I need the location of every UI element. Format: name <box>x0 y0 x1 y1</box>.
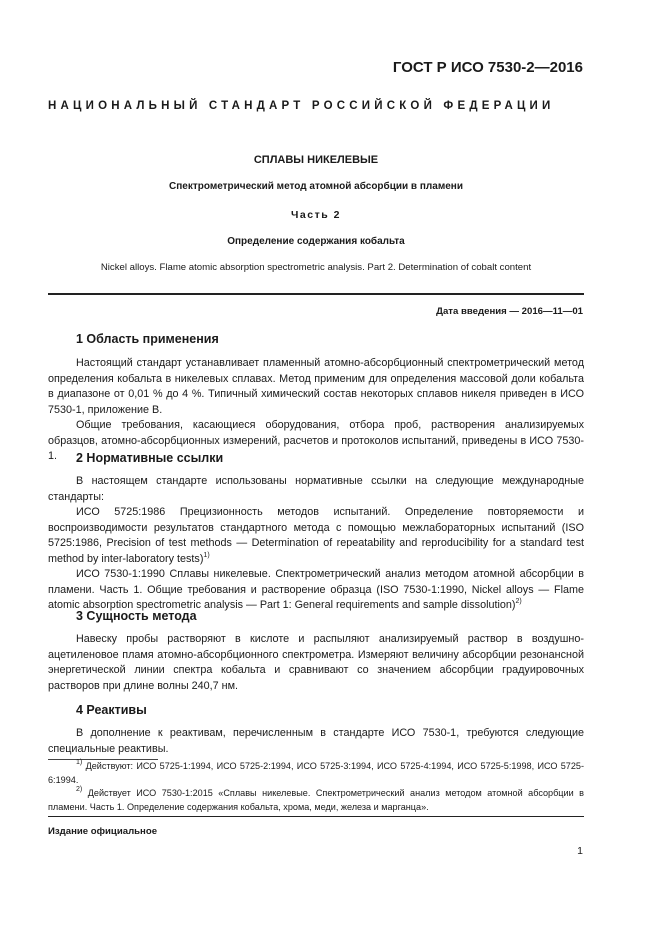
part-title: Определение содержания кобальта <box>227 236 405 247</box>
official-edition-label: Издание официальное <box>48 826 158 837</box>
footnote-1: $^{1)}$ Действуют: ИСО 5725-1:1994, ИСО 5725-2:1994, ИСО 5725-3:1994, ИСО 5725-4:1994, ИСО 5725-5:1998, ИСО 5725-6:1994. <box>48 759 584 785</box>
footer-divider <box>48 816 584 817</box>
section-2-body <box>48 474 584 614</box>
section-3-body <box>48 632 584 694</box>
footnotes <box>48 760 584 814</box>
document-subtitle: Спектрометрический метод атомной абсорбции в пламени <box>169 181 463 192</box>
section-1-body <box>48 356 584 465</box>
english-title: Nickel alloys. Flame atomic absorption spectrometric analysis. Part 2. Determination of cobalt content <box>100 262 532 273</box>
footnote-ref-1: 1) <box>203 551 210 559</box>
page-number: 1 <box>577 845 583 857</box>
introduction-date: Дата введения — 2016—11—01 <box>436 306 583 317</box>
standard-code: ГОСТ Р ИСО 7530-2—2016 <box>392 59 583 76</box>
section-1-paragraph: Общие требования, касающиеся оборудования, отбора проб, растворения анализируемых образцов, атомно-абсорбционных измерений, расчетов и протоколов испытаний, приведены в ИСО 7530-1. <box>48 419 584 462</box>
part-number: Часть 2 <box>291 209 341 221</box>
section-1-heading: 1 Область применения <box>76 332 219 346</box>
national-standard-banner: НАЦИОНАЛЬНЫЙ СТАНДАРТ РОССИЙСКОЙ ФЕДЕРАЦИИ <box>48 100 555 112</box>
section-4-body <box>48 726 584 757</box>
document-title: СПЛАВЫ НИКЕЛЕВЫЕ <box>253 154 379 166</box>
section-1-paragraph: Настоящий стандарт устанавливает пламенный атомно-абсорбционный спектрометрический метод определения кобальта в никелевых сплавах. Метод применим для определения массовой доли кобальта в диапазоне от 0,01 % до 4 %. Типичный химический состав некоторых сплавов никеля приведен в ИСО 7530-1, приложение В. <box>48 357 584 416</box>
reference-iso-5725: ИСО 5725:1986 Прецизионность методов испытаний. Определение повторяемости и воспроизводимости результатов стандартного метода с помощью межлабораторных испытаний (ISO 5725:1986, Precision of test methods — Determination of repeatability and reproducibility for a standard test method by inter-laboratory tests)$^{1)}$ <box>48 506 584 565</box>
section-3-heading: 3 Сущность метода <box>76 609 197 623</box>
reference-iso-7530-1: ИСО 7530-1:1990 Сплавы никелевые. Спектрометрический анализ методом атомной абсорбции в пламени. Часть 1. Общие требования и растворение образца (ISO 7530-1:1990, Nickel alloys — Flame atomic absorption spectrometric analysis — Part 1: General requirements and sample dissolution)$^{2)}$ <box>48 568 584 611</box>
title-divider <box>48 293 584 295</box>
section-3-paragraph: Навеску пробы растворяют в кислоте и распыляют анализируемый раствор в воздушно-ацетиленовое пламя атомно-абсорбционного спектрометра. Измеряют величину абсорбции резонансной энергетической линии спектра кобальта и сравнивают со значением абсорбции градуировочных растворов при длине волны 240,7 нм. <box>48 633 584 692</box>
section-4-paragraph: В дополнение к реактивам, перечисленным в стандарте ИСО 7530-1, требуются следующие специальные реактивы. <box>48 727 584 755</box>
section-4-heading: 4 Реактивы <box>76 703 147 717</box>
section-2-paragraph: В настоящем стандарте использованы нормативные ссылки на следующие международные стандарты: <box>48 475 584 503</box>
footnote-2: $^{2)}$ Действует ИСО 7530-1:2015 «Сплавы никелевые. Спектрометрический анализ методом атомной абсорбции в пламени. Часть 1. Определение содержания кобальта, хрома, меди, железа и марганца». <box>48 786 585 812</box>
section-2-heading: 2 Нормативные ссылки <box>76 451 224 465</box>
footnote-ref-2: 2) <box>515 598 522 605</box>
